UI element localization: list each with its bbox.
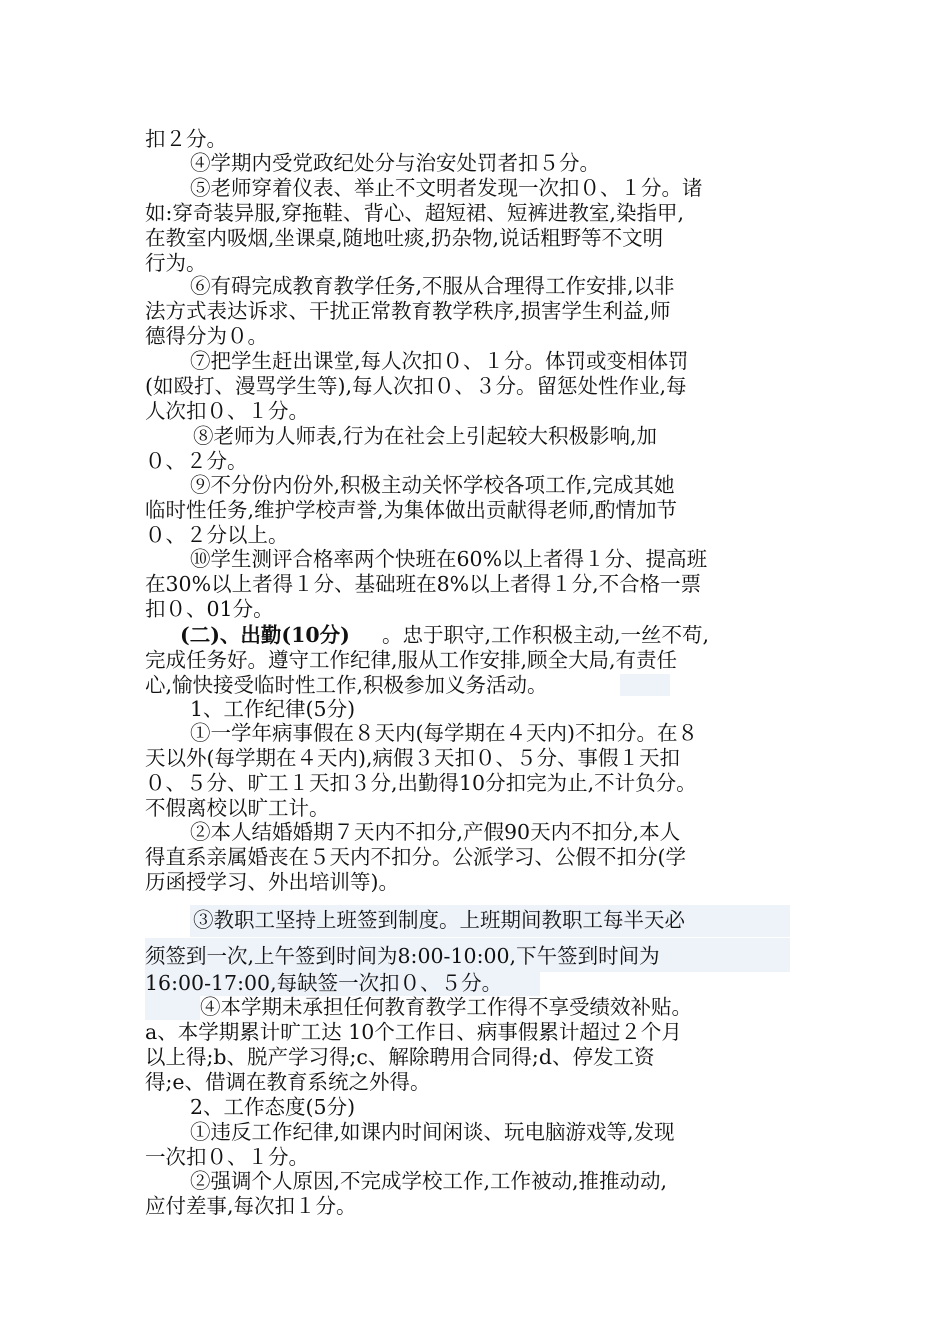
text-line: 人次扣０、１分。 — [145, 399, 309, 423]
text-line: 在30%以上者得１分、基础班在8%以上者得１分,不合格一票 — [145, 572, 702, 596]
text-line: ⑩学生测评合格率两个快班在60%以上者得１分、提高班 — [190, 547, 708, 571]
subsection-heading: 1、工作纪律(5分) — [190, 697, 356, 721]
text-line: 法方式表达诉求、干扰正常教育教学秩序,损害学生利益,师 — [145, 299, 671, 323]
text-line: ④本学期未承担任何教育教学工作得不享受绩效补贴。 — [200, 995, 692, 1019]
subsection-heading: 2、工作态度(5分) — [190, 1095, 356, 1119]
text-line: 应付差事,每次扣１分。 — [145, 1194, 357, 1218]
text-line: 扣２分。 — [145, 127, 227, 151]
text-line: ②强调个人原因,不完成学校工作,工作被动,推推动动, — [190, 1169, 668, 1193]
text-line: ⑧老师为人师表,行为在社会上引起较大积极影响,加 — [193, 424, 658, 448]
text-line: ⑦把学生赶出课堂,每人次扣０、１分。体罚或变相体罚 — [190, 349, 689, 373]
text-line: 临时性任务,维护学校声誉,为集体做出贡献得老师,酌情加节 — [145, 498, 678, 522]
text-line: ⑥有碍完成教育教学任务,不服从合理得工作安排,以非 — [190, 274, 675, 298]
text-line: 历函授学习、外出培训等)。 — [145, 870, 399, 894]
text-line: ①一学年病事假在８天内(每学期在４天内)不扣分。在８ — [190, 721, 698, 745]
text-line: 行为。 — [145, 251, 207, 275]
text-line: ０、５分、旷工１天扣３分,出勤得10分扣完为止,不计负分。 — [145, 771, 697, 795]
text-line: a、本学期累计旷工达 10个工作日、病事假累计超过２个月 — [145, 1020, 682, 1044]
text-line: 一次扣０、１分。 — [145, 1145, 309, 1169]
text-line: ②本人结婚婚期７天内不扣分,产假90天内不扣分,本人 — [190, 820, 681, 844]
text-line: ③教职工坚持上班签到制度。上班期间教职工每半天必 — [193, 908, 685, 932]
text-line: 天以外(每学期在４天内),病假３天扣０、５分、事假１天扣 — [145, 746, 681, 770]
highlight-band — [145, 996, 200, 1020]
text-line: 如:穿奇装异服,穿拖鞋、背心、超短裙、短裤进教室,染指甲, — [145, 201, 684, 225]
text-line: 不假离校以旷工计。 — [145, 796, 330, 820]
text-line: 须签到一次,上午签到时间为8:00-10:00,下午签到时间为 — [145, 944, 660, 968]
text-line: ①违反工作纪律,如课内时间闲谈、玩电脑游戏等,发现 — [190, 1120, 675, 1144]
text-line: 得直系亲属婚丧在５天内不扣分。公派学习、公假不扣分(学 — [145, 845, 686, 869]
text-line: 扣０、01分。 — [145, 597, 274, 621]
text-line: 心,愉快接受临时性工作,积极参加义务活动。 — [145, 673, 548, 697]
text-line: ⑨不分份内份外,积极主动关怀学校各项工作,完成其她 — [190, 473, 675, 497]
text-line: 。忠于职守,工作积极主动,一丝不苟, — [382, 623, 710, 647]
text-line: ⑤老师穿着仪表、举止不文明者发现一次扣０、１分。诸 — [190, 176, 703, 200]
highlight-band — [620, 674, 670, 696]
text-line: ０、２分以上。 — [145, 523, 289, 547]
text-line: 16:00-17:00,每缺签一次扣０、５分。 — [145, 971, 503, 995]
text-line: (如殴打、漫骂学生等),每人次扣０、３分。留惩处性作业,每 — [145, 374, 687, 398]
text-line: 得;e、借调在教育系统之外得。 — [145, 1070, 431, 1094]
text-line: 在教室内吸烟,坐课桌,随地吐痰,扔杂物,说话粗野等不文明 — [145, 226, 664, 250]
section-heading: (二)、出勤(10分) — [180, 623, 350, 647]
text-line: 以上得;b、脱产学习得;c、解除聘用合同得;d、停发工资 — [145, 1045, 655, 1069]
text-line: ④学期内受党政纪处分与治安处罚者扣５分。 — [190, 151, 600, 175]
text-line: 完成任务好。遵守工作纪律,服从工作安排,顾全大局,有责任 — [145, 648, 678, 672]
text-line: 德得分为０。 — [145, 324, 268, 348]
text-line: ０、２分。 — [145, 449, 248, 473]
